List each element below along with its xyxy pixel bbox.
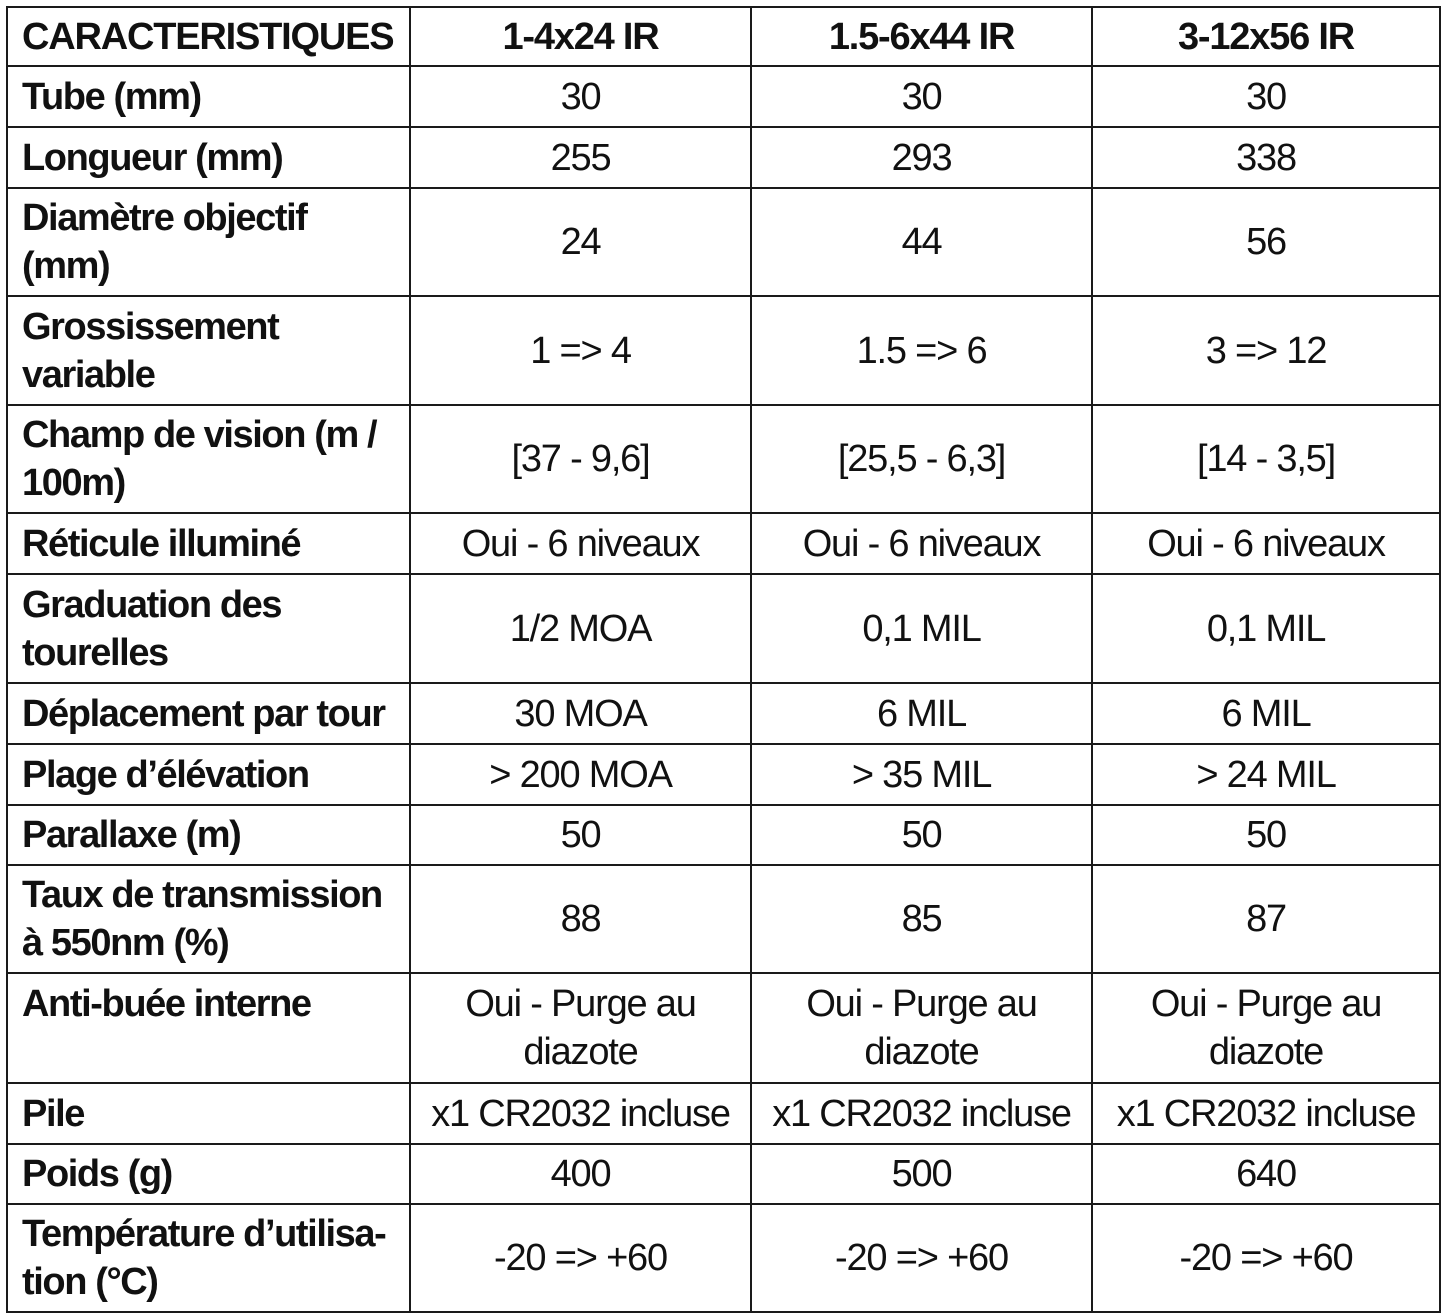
row-label: Anti-buée interne (7, 973, 410, 1083)
row-label: Pile (7, 1083, 410, 1144)
table-row (7, 574, 1440, 683)
row-label: Poids (g) (7, 1144, 410, 1204)
cell-value: 56 (1092, 188, 1440, 296)
cell-value: 3 => 12 (1092, 296, 1440, 405)
cell-value: > 200 MOA (410, 744, 751, 805)
row-label: Champ de vision (m / 100m) (7, 405, 410, 513)
cell-value: -20 => +60 (751, 1204, 1092, 1312)
cell-value: 88 (410, 865, 751, 973)
table-row (7, 1204, 1440, 1312)
row-label: Longueur (mm) (7, 127, 410, 188)
cell-value: 85 (751, 865, 1092, 973)
cell-value: 24 (410, 188, 751, 296)
row-label: Taux de transmission à 550nm (%) (7, 865, 410, 973)
cell-value: Oui - Purge au diazote (410, 973, 751, 1083)
table-row (7, 127, 1440, 188)
row-label: Tube (mm) (7, 66, 410, 127)
row-label: Déplacement par tour (7, 683, 410, 744)
cell-value: 0,1 MIL (1092, 574, 1440, 683)
table-row (7, 1083, 1440, 1144)
table-row (7, 513, 1440, 574)
cell-value: [25,5 - 6,3] (751, 405, 1092, 513)
cell-value: Oui - Purge au diazote (751, 973, 1092, 1083)
cell-value: x1 CR2032 incluse (751, 1083, 1092, 1144)
cell-value: [37 - 9,6] (410, 405, 751, 513)
cell-value: 640 (1092, 1144, 1440, 1204)
cell-value: 30 (410, 66, 751, 127)
cell-value: 400 (410, 1144, 751, 1204)
specifications-table (6, 6, 1441, 1313)
cell-value: Oui - 6 niveaux (410, 513, 751, 574)
cell-value: Oui - 6 niveaux (751, 513, 1092, 574)
cell-value: 6 MIL (1092, 683, 1440, 744)
table-row (7, 188, 1440, 296)
cell-value: > 35 MIL (751, 744, 1092, 805)
row-label: Grossissement variable (7, 296, 410, 405)
row-label: Graduation des tourelles (7, 574, 410, 683)
table-row (7, 66, 1440, 127)
row-label: Réticule illuminé (7, 513, 410, 574)
cell-value: 293 (751, 127, 1092, 188)
cell-value: 30 MOA (410, 683, 751, 744)
cell-value: 255 (410, 127, 751, 188)
cell-value: 50 (410, 805, 751, 865)
row-label: Température d’utilisa-tion (°C) (7, 1204, 410, 1312)
cell-value: -20 => +60 (1092, 1204, 1440, 1312)
cell-value: x1 CR2032 incluse (1092, 1083, 1440, 1144)
table-row (7, 683, 1440, 744)
cell-value: Oui - 6 niveaux (1092, 513, 1440, 574)
cell-value: 500 (751, 1144, 1092, 1204)
cell-value: 338 (1092, 127, 1440, 188)
cell-value: 0,1 MIL (751, 574, 1092, 683)
cell-value: 44 (751, 188, 1092, 296)
cell-value: > 24 MIL (1092, 744, 1440, 805)
row-label: Diamètre objectif (mm) (7, 188, 410, 296)
table-row (7, 805, 1440, 865)
cell-value: 6 MIL (751, 683, 1092, 744)
table-row (7, 865, 1440, 973)
cell-value: 30 (751, 66, 1092, 127)
row-label: Parallaxe (m) (7, 805, 410, 865)
header-model-3-12x56: 3-12x56 IR (1092, 7, 1440, 66)
cell-value: 1/2 MOA (410, 574, 751, 683)
cell-value: 87 (1092, 865, 1440, 973)
cell-value: x1 CR2032 incluse (410, 1083, 751, 1144)
table-row (7, 405, 1440, 513)
header-characteristics: CARACTERISTIQUES (7, 7, 410, 66)
cell-value: 50 (751, 805, 1092, 865)
table-row (7, 1144, 1440, 1204)
cell-value: 1 => 4 (410, 296, 751, 405)
table-row (7, 973, 1440, 1083)
cell-value: 1.5 => 6 (751, 296, 1092, 405)
cell-value: -20 => +60 (410, 1204, 751, 1312)
table-row (7, 744, 1440, 805)
table-row (7, 296, 1440, 405)
row-label: Plage d’élévation (7, 744, 410, 805)
cell-value: Oui - Purge au diazote (1092, 973, 1440, 1083)
header-model-1-4x24: 1-4x24 IR (410, 7, 751, 66)
cell-value: [14 - 3,5] (1092, 405, 1440, 513)
cell-value: 30 (1092, 66, 1440, 127)
header-model-1-5-6x44: 1.5-6x44 IR (751, 7, 1092, 66)
cell-value: 50 (1092, 805, 1440, 865)
header-row (7, 7, 1440, 66)
